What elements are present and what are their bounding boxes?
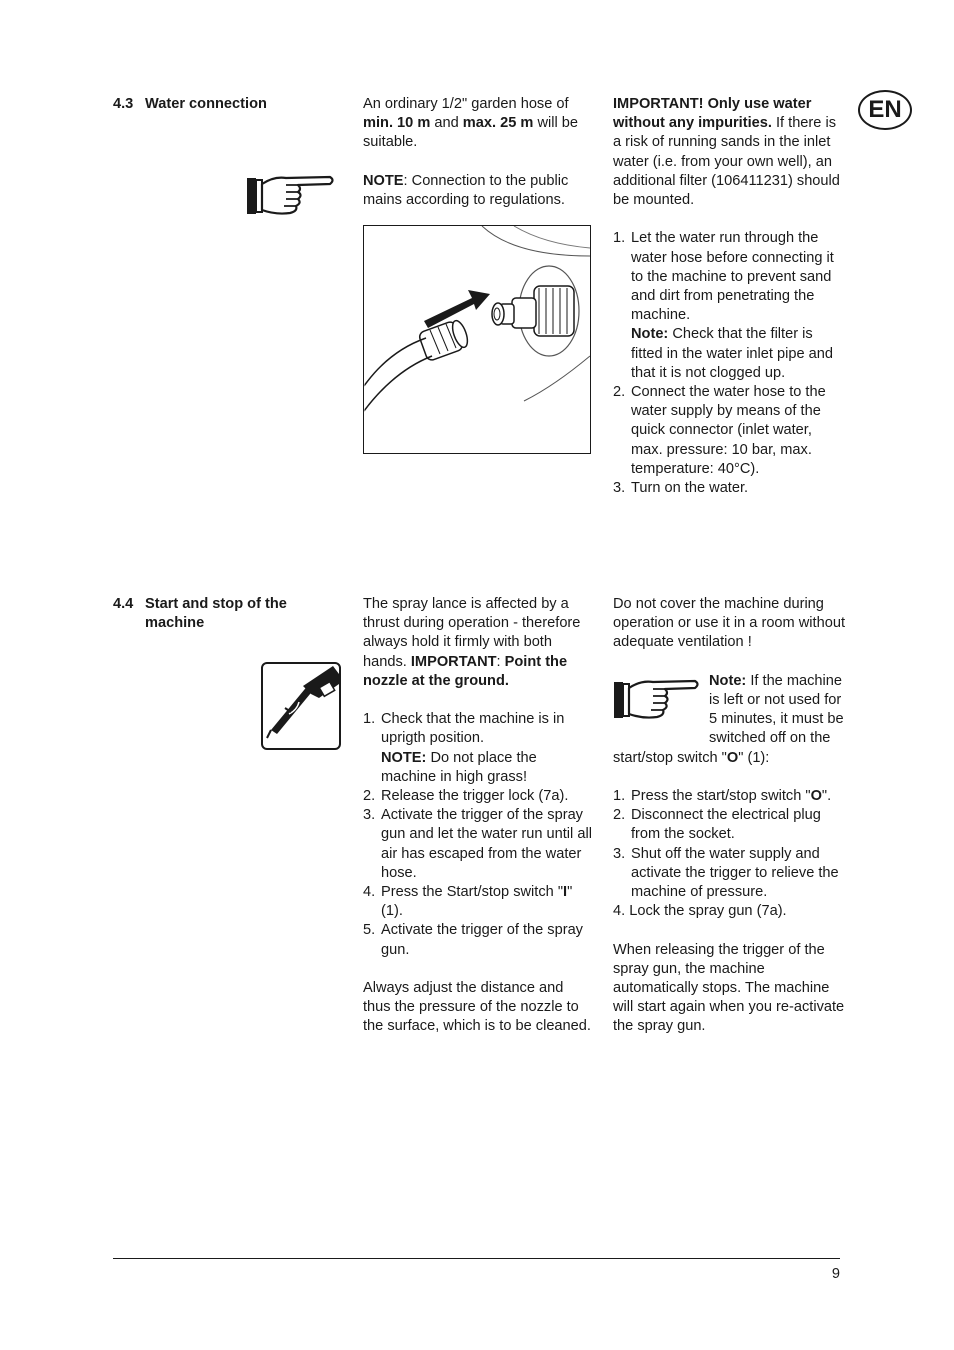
list-item: 1. Press the start/stop switch "O". bbox=[613, 788, 832, 804]
hose-connector-illustration bbox=[363, 225, 591, 454]
section-number: 4.3 bbox=[113, 96, 134, 112]
water-connection-col2 bbox=[613, 95, 845, 498]
list-item: 3. Activate the trigger of the spray gun and let the water run until all air has escaped from the water hose. bbox=[363, 807, 592, 881]
page-number: 9 bbox=[831, 1266, 840, 1282]
section-heading-water-connection bbox=[113, 95, 333, 114]
list-item: 3. Shut off the water supply and activate the trigger to relieve the machine of pressure. bbox=[613, 845, 839, 901]
water-connection-col1 bbox=[363, 95, 593, 210]
list-item: 1. Let the water run through the water hose before connecting it to the machine to prevent sand and dirt from penetrating the machine. Note: Check that the filter is fitted in the water inlet pipe and that it is not clogged up. bbox=[613, 230, 834, 381]
pointing-hand-icon bbox=[613, 672, 701, 730]
start-stop-col1 bbox=[363, 595, 595, 1037]
section-number: 4.4 bbox=[113, 596, 134, 612]
auto-stop-info: When releasing the trigger of the spray gun, the machine automatically stops. The machine will start again when you re-activate the spray gun. bbox=[613, 941, 845, 1035]
distance-advice: Always adjust the distance and thus the pressure of the nozzle to the surface, which is to be cleaned. bbox=[363, 980, 591, 1035]
start-stop-col2 bbox=[613, 595, 845, 1037]
section-heading-start-stop bbox=[113, 595, 333, 633]
stop-steps bbox=[613, 787, 845, 921]
thrust-warning: The spray lance is affected by a thrust during operation - therefore always hold it firmly with both hands. IMPORTANT: Point the nozzle at the ground. bbox=[363, 596, 581, 689]
mains-note: NOTE: Connection to the public mains according to regulations. bbox=[363, 172, 569, 208]
spray-gun-icon bbox=[261, 662, 341, 750]
list-item: 2. Disconnect the electrical plug from the socket. bbox=[613, 807, 821, 843]
list-item: 5. Activate the trigger of the spray gun. bbox=[363, 922, 583, 958]
list-item: 4. Press the Start/stop switch "I" (1). bbox=[363, 884, 573, 920]
impurities-warning: IMPORTANT! Only use water without any impurities. If there is a risk of running sands in the inlet water (i.e. from your own well), an additional filter (106411231) should be mounted. bbox=[613, 96, 840, 209]
list-item: 4. Lock the spray gun (7a). bbox=[613, 903, 787, 920]
language-badge: EN bbox=[858, 90, 912, 130]
pointing-hand-icon bbox=[246, 172, 336, 218]
switch-off-note: Note: If the machine is left or not used for 5 minutes, it must be switched off on the start/stop switch "O" (1): bbox=[613, 672, 844, 766]
list-item: 1. Check that the machine is in uprigth position. NOTE: Do not place the machine in high grass! bbox=[363, 711, 565, 785]
footer-divider bbox=[113, 1258, 840, 1259]
ventilation-warning: Do not cover the machine during operation or use it in a room without adequate ventilation ! bbox=[613, 596, 846, 651]
water-connection-steps bbox=[613, 229, 845, 498]
list-item: 3. Turn on the water. bbox=[613, 480, 749, 497]
section-title: Water connection bbox=[145, 96, 267, 112]
start-steps bbox=[363, 710, 595, 960]
hose-requirement-text: An ordinary 1/2" garden hose of min. 10 m and max. 25 m will be suitable. bbox=[363, 96, 578, 151]
list-item: 2. Connect the water hose to the water supply by means of the quick connector (inlet water, max. pressure: 10 bar, max. temperature: 40°C). bbox=[613, 384, 826, 477]
section-title: Start and stop of the machine bbox=[145, 596, 287, 632]
list-item: 2. Release the trigger lock (7a). bbox=[363, 788, 569, 805]
